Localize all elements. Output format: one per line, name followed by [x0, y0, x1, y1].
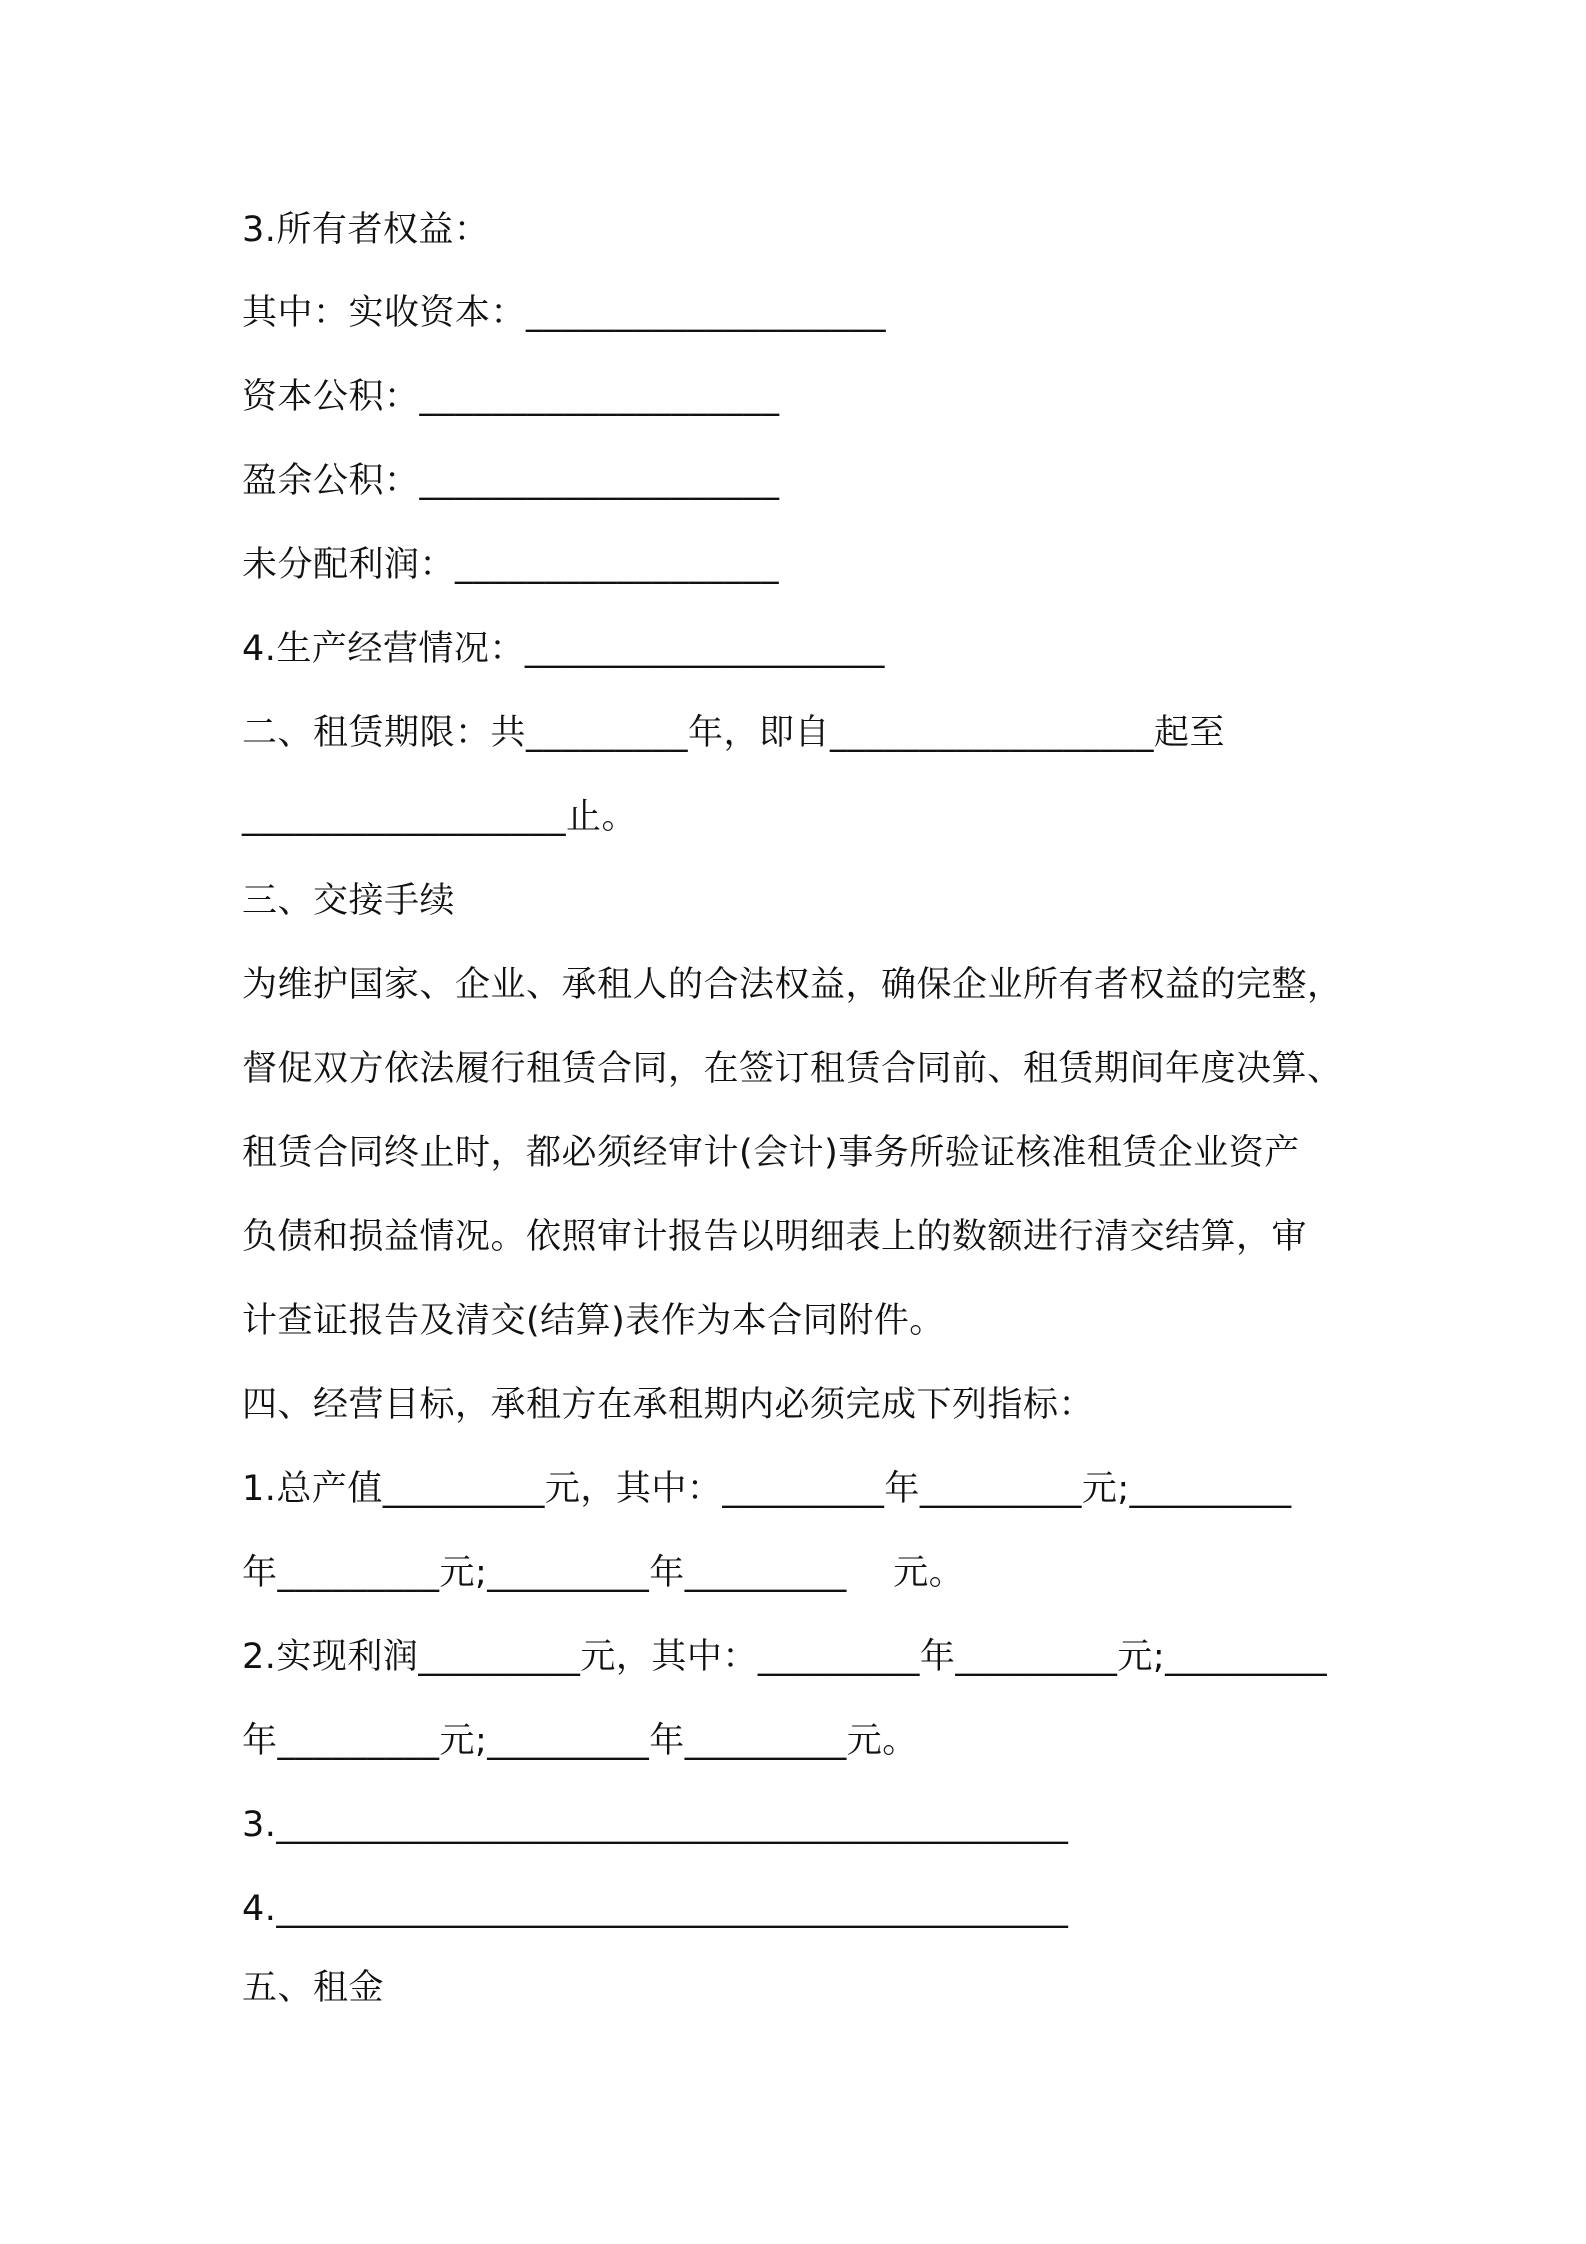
lease-term-line-2: __________________止。 — [242, 797, 638, 837]
target-item-4: 4.____________________________________________ — [242, 1889, 1069, 1929]
handover-paragraph-line: 计查证报告及清交(结算)表作为本合同附件。 — [242, 1301, 945, 1341]
undistributed-profit-field: 未分配利润：__________________ — [242, 545, 780, 585]
owners-equity-heading: 3.所有者权益： — [242, 210, 490, 250]
target-item-3: 3.____________________________________________ — [242, 1805, 1069, 1845]
profit-line-2: 年_________元;_________年_________元。 — [242, 1721, 918, 1761]
targets-heading: 四、经营目标，承租方在承租期内必须完成下列指标： — [242, 1385, 1095, 1425]
total-output-line-2: 年_________元;_________年_________ 元。 — [242, 1553, 965, 1593]
lease-term-line-1: 二、租赁期限：共_________年，即自__________________起至 — [242, 713, 1226, 753]
handover-paragraph-line: 负债和损益情况。依照审计报告以明细表上的数额进行清交结算，审 — [242, 1217, 1308, 1257]
profit-line-1: 2.实现利润_________元，其中：_________年_________元;_________ — [242, 1637, 1328, 1677]
operations-field: 4.生产经营情况：____________________ — [242, 629, 885, 669]
handover-heading: 三、交接手续 — [242, 881, 456, 921]
total-output-line-1: 1.总产值_________元，其中：_________年_________元;_________ — [242, 1469, 1292, 1509]
handover-paragraph-line: 督促双方依法履行租赁合同，在签订租赁合同前、租赁期间年度决算、 — [242, 1049, 1343, 1089]
handover-paragraph-line: 租赁合同终止时，都必须经审计(会计)事务所验证核准租赁企业资产 — [242, 1133, 1300, 1173]
surplus-reserve-field: 盈余公积：____________________ — [242, 461, 780, 501]
paid-in-capital-field: 其中：实收资本：____________________ — [242, 293, 887, 333]
capital-reserve-field: 资本公积：____________________ — [242, 377, 780, 417]
rent-heading: 五、租金 — [242, 1968, 385, 2008]
handover-paragraph-line: 为维护国家、企业、承租人的合法权益，确保企业所有者权益的完整， — [242, 965, 1343, 1005]
